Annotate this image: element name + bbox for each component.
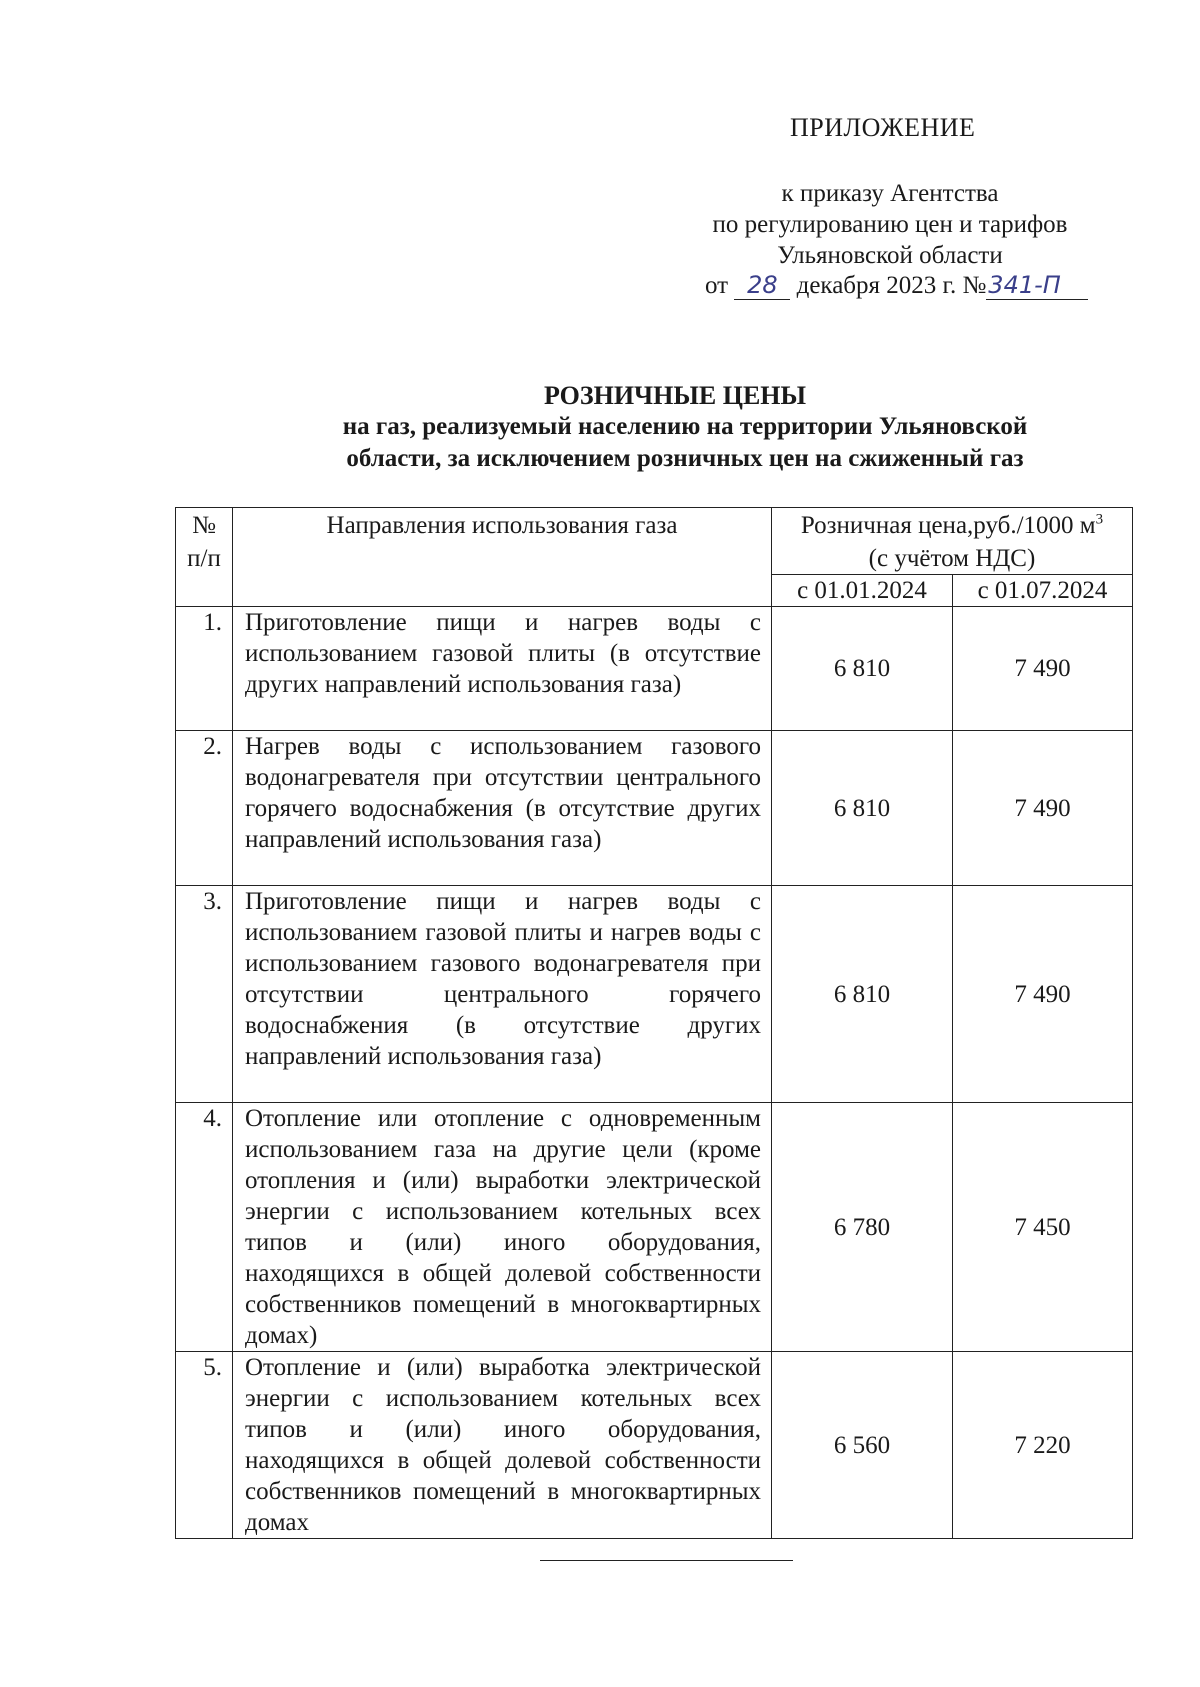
row-price-2: 7 490 (953, 607, 1133, 731)
row-direction (233, 1103, 772, 1352)
handwritten-order-number: 341-П (986, 271, 1088, 300)
row-direction-text: Отопление или отопление с одновременным использованием газа на другие цели (кроме отопления и (или) выработки электрической энергии с использованием котельных всех типов и (или) иного оборудования, находящихся в общей долевой собственности собственников помещений в многоквартирных домах) (245, 1105, 761, 1349)
order-line-1: к приказу Агентства (781, 180, 999, 207)
row-direction-text: Нагрев воды с использованием газового водонагревателя при отсутствии центрального горячего водоснабжения (в отсутствие других направлений использования газа) (245, 733, 761, 853)
header-num-line-2: п/п (187, 545, 221, 572)
order-reference (630, 178, 1150, 271)
row-price-1: 6 810 (772, 731, 953, 886)
header-price-note: (с учётом НДС) (868, 545, 1036, 572)
row-direction (233, 731, 772, 886)
table-header-row (176, 508, 1133, 575)
row-price-2: 7 220 (953, 1352, 1133, 1539)
row-direction (233, 607, 772, 731)
header-num-line-1: № (192, 512, 216, 539)
appendix-title: ПРИЛОЖЕНИЕ (790, 113, 976, 142)
header-period-2: с 01.07.2024 (953, 575, 1133, 607)
header-price (772, 508, 1133, 575)
table-row (176, 1103, 1133, 1352)
row-num (176, 731, 233, 886)
row-num (176, 886, 233, 1103)
header-num (176, 508, 233, 607)
row-num (176, 607, 233, 731)
document-title: РОЗНИЧНЫЕ ЦЕНЫ (543, 381, 807, 410)
row-num-text: 3. (203, 888, 222, 915)
header-price-label (772, 508, 1132, 541)
row-num-text: 5. (203, 1354, 222, 1381)
table-row (176, 607, 1133, 731)
row-num-text: 1. (203, 609, 222, 636)
subtitle-line-2: области, за исключением розничных цен на сжиженный газ (346, 445, 1024, 472)
header-price-text: Розничная цена,руб./1000 м (800, 512, 1096, 539)
handwritten-day: 28 (734, 271, 790, 300)
row-num (176, 1352, 233, 1539)
date-middle: декабря 2023 г. № (796, 272, 987, 299)
row-price-1: 6 810 (772, 886, 953, 1103)
row-direction (233, 1352, 772, 1539)
price-table (175, 507, 1133, 1539)
subtitle-line-1: на газ, реализуемый населению на территории Ульяновской (342, 413, 1028, 440)
order-line-2: по регулированию цен и тарифов (712, 211, 1068, 238)
row-num-text: 4. (203, 1105, 222, 1132)
row-num-text: 2. (203, 733, 222, 760)
header-period-1: с 01.01.2024 (772, 575, 953, 607)
closing-divider (540, 1560, 793, 1561)
row-direction-text: Приготовление пищи и нагрев воды с использованием газовой плиты (в отсутствие других направлений использования газа) (245, 609, 761, 698)
order-date-line (705, 271, 1088, 300)
row-price-2: 7 450 (953, 1103, 1133, 1352)
row-price-1: 6 810 (772, 607, 953, 731)
table-row (176, 886, 1133, 1103)
row-price-2: 7 490 (953, 886, 1133, 1103)
document-subtitle (265, 411, 1105, 475)
row-price-1: 6 780 (772, 1103, 953, 1352)
row-price-2: 7 490 (953, 731, 1133, 886)
row-direction (233, 886, 772, 1103)
header-price-unit-sup: 3 (1095, 511, 1104, 528)
row-price-1: 6 560 (772, 1352, 953, 1539)
table-row (176, 731, 1133, 886)
date-prefix: от (705, 272, 729, 299)
row-direction-text: Отопление и (или) выработка электрической энергии с использованием котельных всех типов и (или) иного оборудования, находящихся в общей долевой собственности собственников помещений в многоквартирных домах (245, 1354, 761, 1536)
row-num (176, 1103, 233, 1352)
header-direction (233, 508, 772, 607)
order-line-3: Ульяновской области (777, 242, 1003, 269)
row-direction-text: Приготовление пищи и нагрев воды с использованием газовой плиты и нагрев воды с использованием газового водонагревателя при отсутствии центрального горячего водоснабжения (в отсутствие других направлений использования газа) (245, 888, 761, 1070)
header-direction-label: Направления использования газа (326, 512, 678, 539)
table-row (176, 1352, 1133, 1539)
